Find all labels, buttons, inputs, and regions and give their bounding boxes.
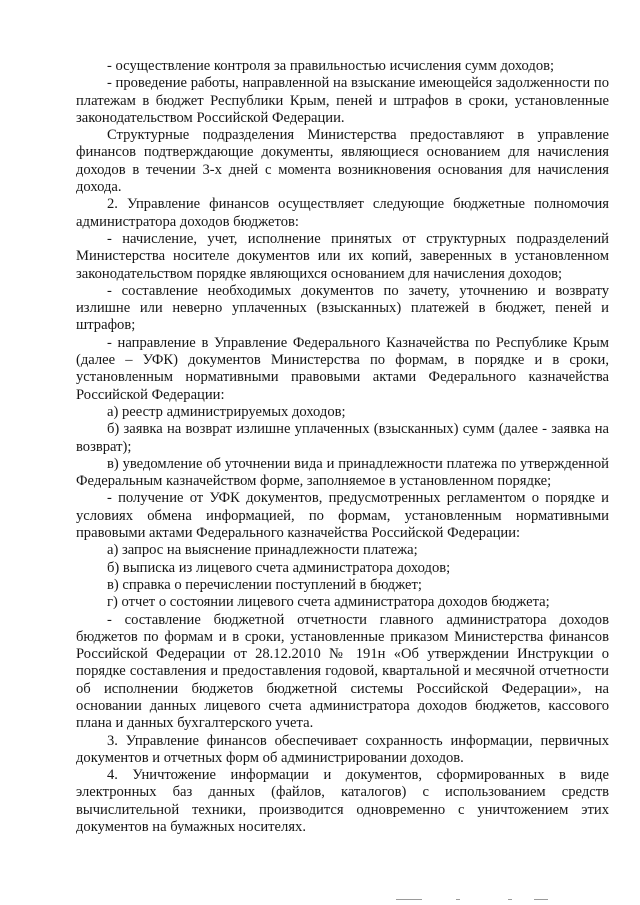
- paragraph-debt-collection: - проведение работы, направленной на взыскание имеющейся задолженности по платежам в бюджет Республики Крым, пеней и штрафов в сроки, установленные законодательством Российской Федерации.: [76, 75, 609, 126]
- paragraph-section-4: 4. Уничтожение информации и документов, сформированных в виде электронных баз данных (файлов, каталогов) с использованием средств вычислительной техники, производится одновременно с уничтожением этих документов на бумажных носителях.: [76, 767, 609, 836]
- list-item-v-payment-notice: в) уведомление об уточнении вида и принадлежности платежа по утвержденной Федеральным казначейством форме, заполняемое в установленном порядке;: [76, 455, 609, 490]
- document-page: [76, 58, 609, 836]
- paragraph-offset-refund-docs: - составление необходимых документов по зачету, уточнению и возврату излишне или неверно уплаченных (взысканных) платежей в бюджет, пеней и штрафов;: [76, 282, 609, 334]
- paragraph-control-calculation: - осуществление контроля за правильностью исчисления сумм доходов;: [107, 58, 555, 74]
- paragraph-send-to-ufk: - направление в Управление Федерального Казначейства по Республике Крым (далее – УФК) документов Министерства по формам, в порядке и в сроки, установленным нормативными правовыми актами Федерального казначейства Российской Федерации:: [76, 334, 609, 403]
- list-item-b-account-statement: б) выписка из лицевого счета администратора доходов;: [107, 559, 451, 576]
- paragraph-budget-reporting: - составление бюджетной отчетности главного администратора доходов бюджетов по формам и в сроки, установленные приказом Министерства финансов Российской Федерации от 28.12.2010 № 191н «Об утверждении Инструкции о порядке составления и предоставления годовой, квартальной и месячной отчетности об исполнении бюджетов бюджетной системы Российской Федерации», на основании данных лицевого счета администратора доходов бюджетов, кассового плана и данных бухгалтерского учета.: [76, 611, 609, 732]
- list-item-a-payment-inquiry: а) запрос на выяснение принадлежности платежа;: [107, 542, 418, 559]
- paragraph-receive-from-ufk: - получение от УФК документов, предусмотренных регламентом о порядке и условиях обмена информацией, по формам, установленным нормативными правовыми актами Федерального казначейства Российской Федерации:: [76, 490, 609, 542]
- paragraph-section-2-intro: 2. Управление финансов осуществляет следующие бюджетные полномочия администратора доходов бюджетов:: [76, 196, 609, 230]
- list-item-a-registry: а) реестр администрируемых доходов;: [107, 403, 346, 420]
- paragraph-section-3: 3. Управление финансов обеспечивает сохранность информации, первичных документов и отчетных форм об администрировании доходов.: [76, 732, 609, 766]
- paragraph-accrual-accounting: - начисление, учет, исполнение принятых от структурных подразделений Министерства носителе документов или их копий, заверенных в установленном законодательством порядке являющихся основанием для начисления доходов;: [76, 230, 609, 282]
- paragraph-supporting-documents: Структурные подразделения Министерства предоставляют в управление финансов подтверждающие документы, являющиеся основанием для начисления доходов в течении 3-х дней с момента возникновения основания для начисления дохода.: [76, 127, 609, 196]
- list-item-g-account-report: г) отчет о состоянии лицевого счета администратора доходов бюджета;: [107, 594, 550, 611]
- scan-artifact-marks: [396, 897, 556, 903]
- list-item-b-refund-request: б) заявка на возврат излишне уплаченных (взысканных) сумм (далее - заявка на возврат);: [76, 421, 609, 455]
- list-item-v-transfer-certificate: в) справка о перечислении поступлений в бюджет;: [107, 576, 422, 593]
